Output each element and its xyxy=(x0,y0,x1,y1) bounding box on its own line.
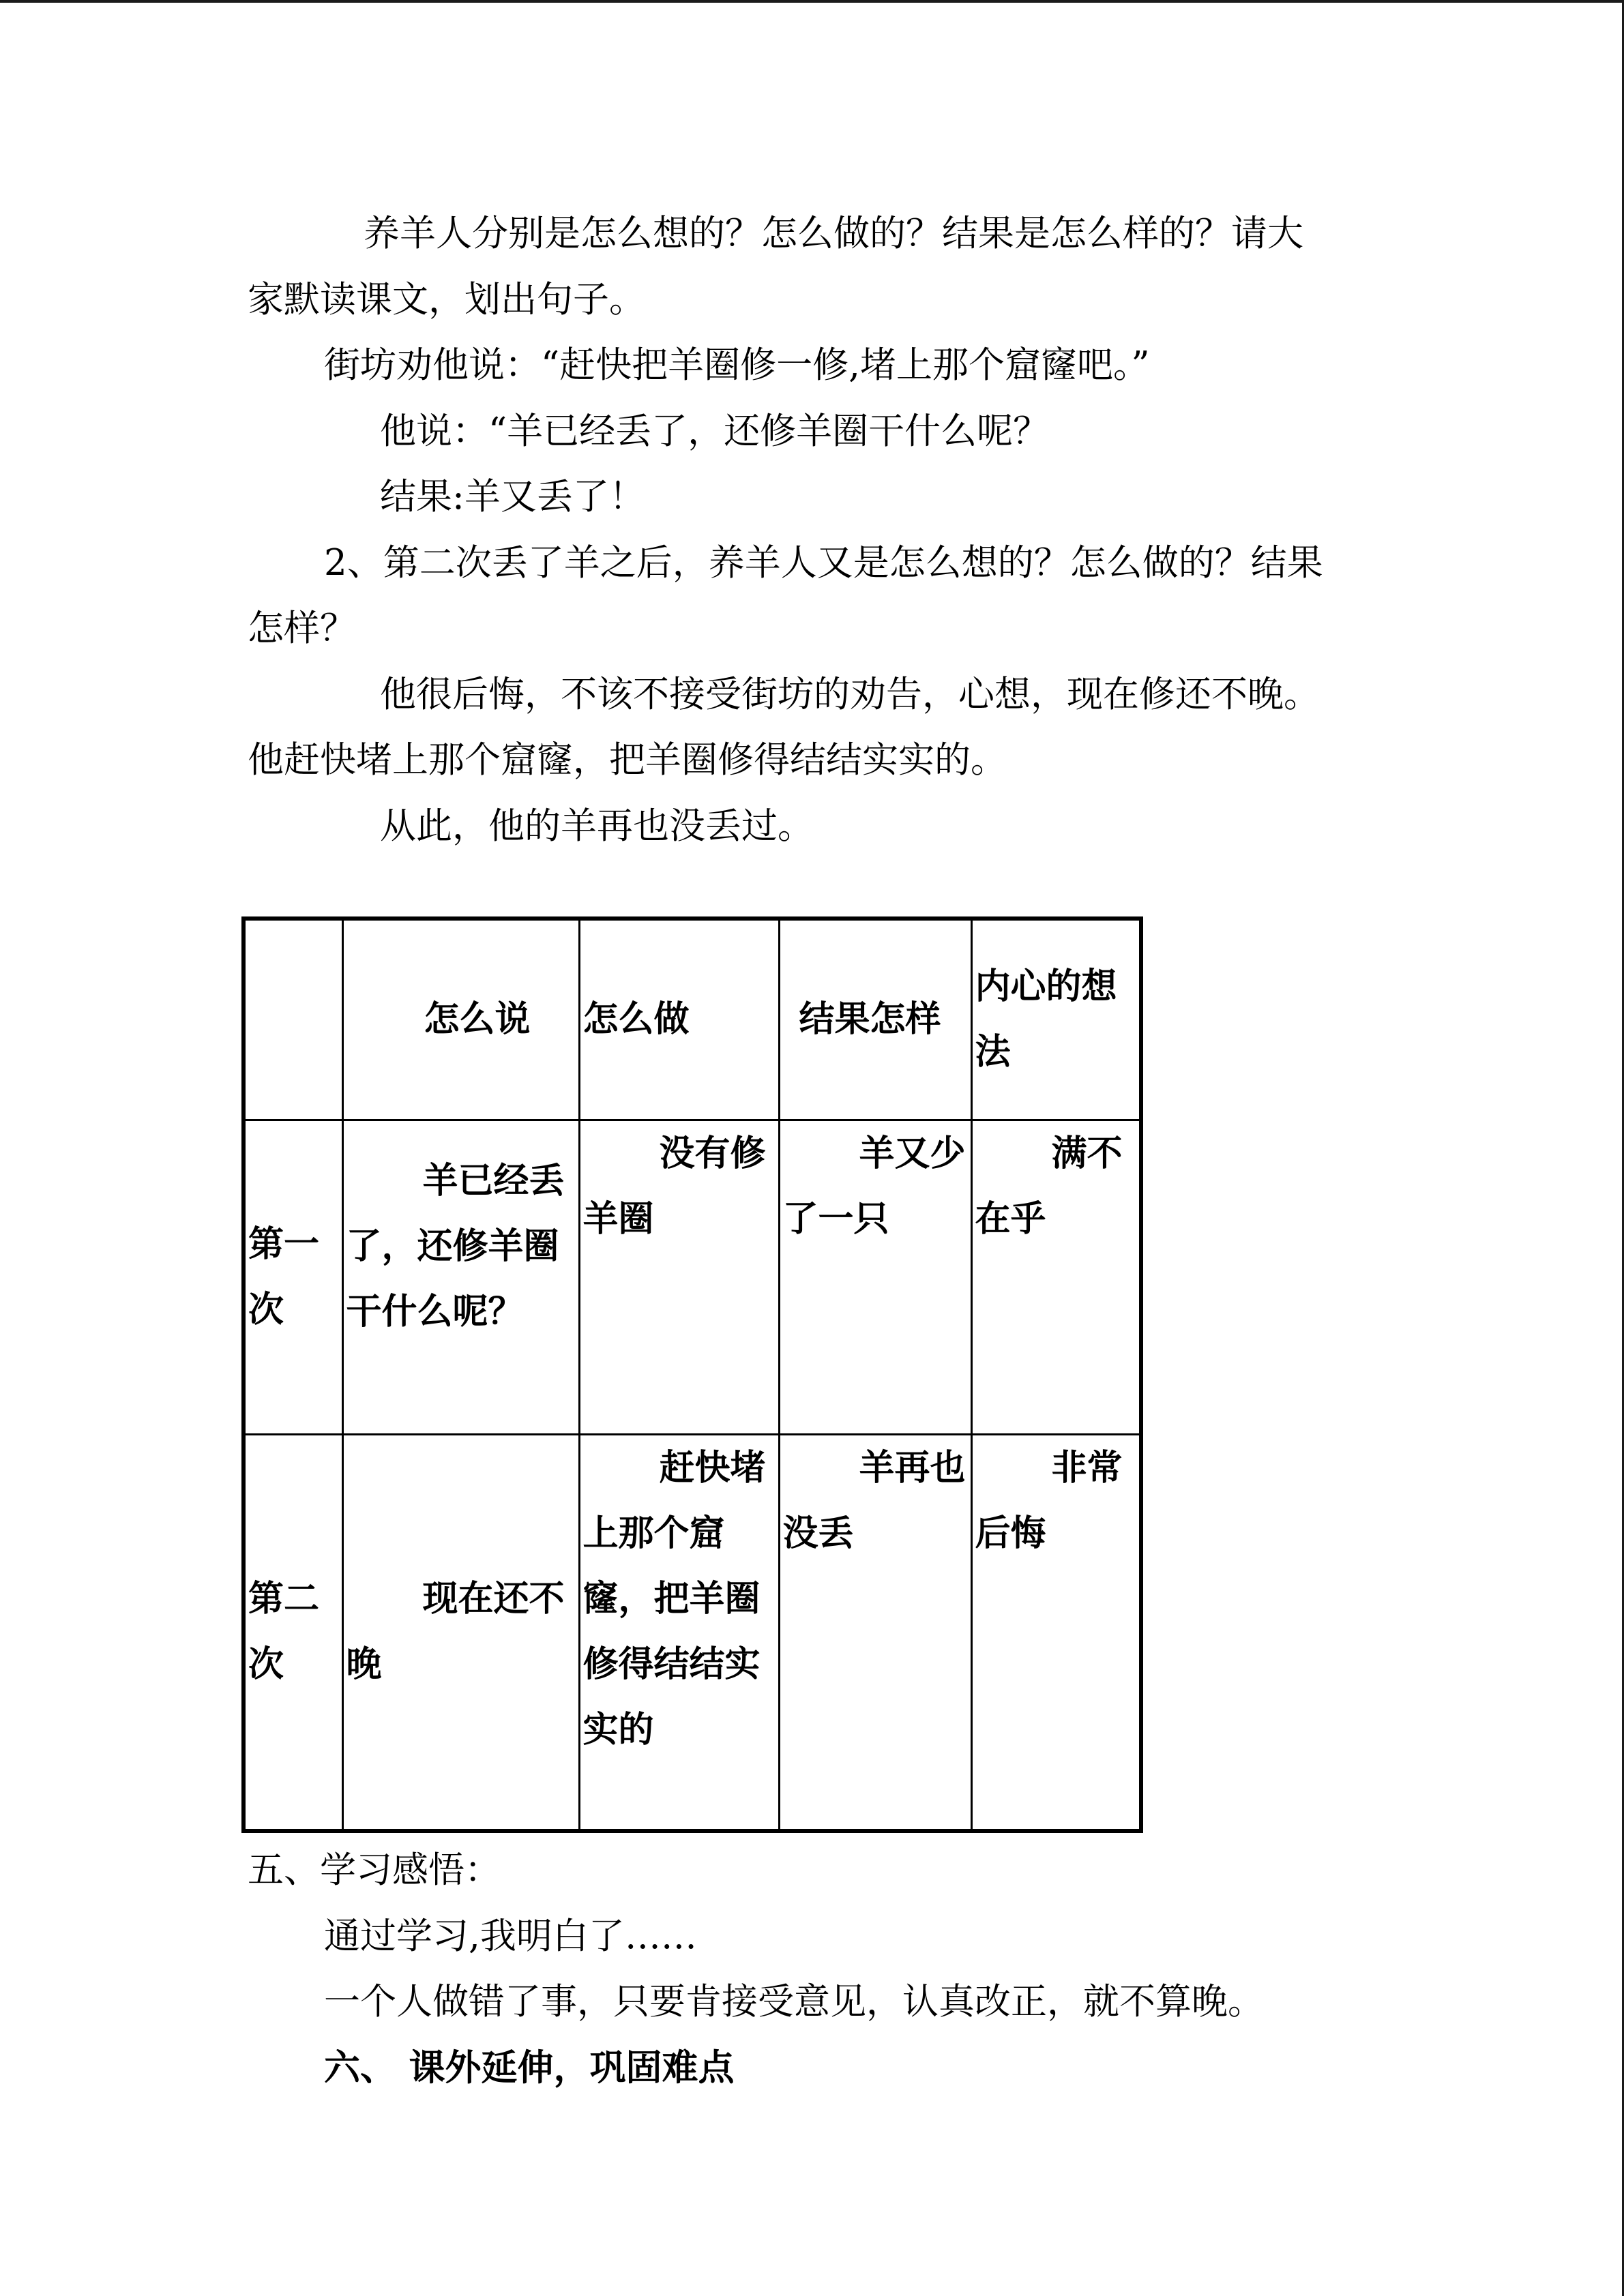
paragraph-line: 他说：“羊已经丢了，还修羊圈干什么呢？ xyxy=(380,410,1050,452)
question-2: 2、第二次丢了羊之后，养羊人又是怎么想的？怎么做的？结果 xyxy=(324,541,1323,584)
paragraph-line: 怎样？ xyxy=(248,608,356,649)
cell-text: 满不在乎 xyxy=(975,1133,1123,1240)
header-cell-do: 怎么做 xyxy=(579,919,779,1120)
paragraph-line: 他赶快堵上那个窟窿，把羊圈修得结结实实的。 xyxy=(248,739,1007,781)
table-row xyxy=(243,1434,1141,1831)
cell-thought xyxy=(971,1120,1141,1434)
table-header-row xyxy=(243,919,1141,1120)
header-cell-empty xyxy=(243,919,342,1120)
paragraph-line: 从此，他的羊再也没丢过。 xyxy=(380,805,814,847)
comparison-table xyxy=(241,916,1143,1833)
cell-text: 羊又少了一只 xyxy=(782,1133,966,1240)
paragraph-line: 养羊人分别是怎么想的？怎么做的？结果是怎么样的？请大 xyxy=(364,213,1303,254)
header-cell-say: 怎么说 xyxy=(342,919,579,1120)
table-row xyxy=(243,1120,1141,1434)
paragraph-line: 他很后悔，不该不接受街坊的劝告，心想，现在修还不晚。 xyxy=(380,673,1320,715)
header-cell-result: 结果怎样 xyxy=(779,919,971,1120)
paragraph-line: 家默读课文，划出句子。 xyxy=(248,278,645,320)
cell-thought xyxy=(971,1434,1141,1831)
row-label: 第二次 xyxy=(243,1434,342,1831)
page-top-edge xyxy=(0,0,1624,3)
section-6-heading: 六、 课外延伸，巩固难点 xyxy=(324,2046,735,2089)
paragraph-line: 街坊劝他说：“赶快把羊圈修一修,堵上那个窟窿吧。” xyxy=(324,344,1150,386)
cell-text: 赶快堵上那个窟窿，把羊圈修得结结实实的 xyxy=(582,1447,766,1750)
row-label: 第一次 xyxy=(243,1120,342,1434)
cell-result xyxy=(779,1120,971,1434)
cell-text: 羊再也没丢 xyxy=(782,1447,966,1554)
cell-text: 羊已经丢了，还修羊圈干什么呢？ xyxy=(346,1160,565,1332)
cell-text: 现在还不晚 xyxy=(346,1579,565,1686)
section-5 xyxy=(248,1838,1380,2101)
cell-say xyxy=(342,1434,579,1831)
paragraph-line: 结果:羊又丢了！ xyxy=(380,476,645,518)
section-5-line: 一个人做错了事，只要肯接受意见，认真改正，就不算晚。 xyxy=(324,1981,1264,2023)
cell-say xyxy=(342,1120,579,1434)
header-cell-thought: 内心的想法 xyxy=(971,919,1141,1120)
intro-text xyxy=(248,201,1380,859)
cell-do xyxy=(579,1120,779,1434)
cell-text: 非常后悔 xyxy=(975,1447,1123,1554)
cell-result xyxy=(779,1434,971,1831)
cell-do xyxy=(579,1434,779,1831)
cell-text: 没有修羊圈 xyxy=(582,1133,766,1240)
section-5-heading: 五、学习感悟： xyxy=(248,1849,501,1891)
section-5-line: 通过学习,我明白了…… xyxy=(324,1915,697,1957)
